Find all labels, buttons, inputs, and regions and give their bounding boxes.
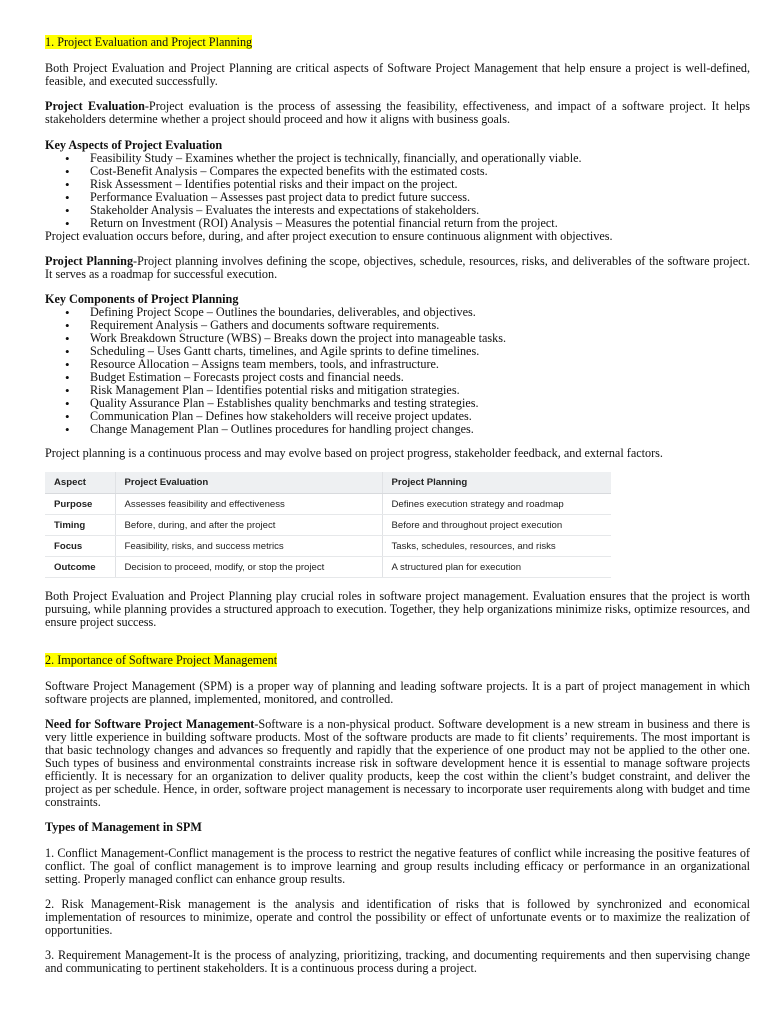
list-item: • Risk Management Plan – Identifies potential risks and mitigation strategies. [45, 384, 750, 397]
list-item: • Return on Investment (ROI) Analysis – Measures the potential financial return from the project. [45, 217, 750, 230]
list-item: • Feasibility Study – Examines whether the project is technically, financially, and operationally viable. [45, 152, 750, 165]
table-cell: Before and throughout project execution [382, 515, 611, 536]
table-header-cell: Project Evaluation [115, 472, 382, 494]
spm-type-3-block [45, 949, 750, 975]
project-evaluation-definition [45, 100, 750, 126]
section-1-heading-block [45, 36, 750, 49]
evaluation-aspects-list [45, 152, 750, 230]
spm-type-2-block [45, 898, 750, 937]
table-header-row [45, 472, 611, 494]
list-item: • Performance Evaluation – Assesses past project data to predict future success. [45, 191, 750, 204]
spm-type-paragraph: 2. Risk Management-Risk management is the analysis and identification of risks that is followed by synchronized and economical implementation of resources to minimize, operate and control the possibility or effect of unfortunate events or to maximize the realization of opportunities. [45, 897, 750, 937]
spm-need-text: -Software is a non-physical product. Software development is a new stream in business and there is very little experience in building software products. Most of the software products are made to fit clients’ requirements. The most important is that basic technology changes and advances so frequently and rapidly that the experience of one product may not be applied to the other one. Such types of business and environmental constraints increase risk in software development hence it is essential to manage software projects efficiently. It is necessary for an organization to deliver quality products, keep the cost within the client’s budget constraint, and deliver the project as per schedule. Hence, in order, software project management is necessary to incorporate user requirements along with budget and time constraints. [45, 717, 750, 809]
table-row [45, 494, 611, 515]
list-item: • Work Breakdown Structure (WBS) – Breaks down the project into manageable tasks. [45, 332, 750, 345]
spm-need-block [45, 718, 750, 809]
project-planning-text: -Project planning involves defining the scope, objectives, schedule, resources, risks, and deliverables of the software project. It serves as a roadmap for successful execution. [45, 254, 750, 281]
list-item: • Requirement Analysis – Gathers and documents software requirements. [45, 319, 750, 332]
section-1-heading: 1. Project Evaluation and Project Planning [45, 35, 253, 49]
spm-type-paragraph: 3. Requirement Management-It is the process of analyzing, prioritizing, tracking, and documenting requirements and then supervising change and communicating to pertinent stakeholders. It is a continuous process during a project. [45, 948, 750, 975]
table-cell: Purpose [45, 494, 115, 515]
spm-need-term: Need for Software Project Management [45, 717, 255, 731]
spm-type-paragraph: 1. Conflict Management-Conflict management is the process to restrict the negative features of conflict while increasing the positive features of conflict. The goal of conflict management is to improve learning and group results including efficacy or performance in an organizational setting. Properly managed conflict can enhance group results. [45, 846, 750, 886]
list-item: • Scheduling – Uses Gantt charts, timelines, and Agile sprints to define timelines. [45, 345, 750, 358]
evaluation-aspects-heading: Key Aspects of Project Evaluation [45, 138, 223, 152]
table-cell: Decision to proceed, modify, or stop the project [115, 557, 382, 578]
list-item: • Cost-Benefit Analysis – Compares the expected benefits with the estimated costs. [45, 165, 750, 178]
table-cell: Outcome [45, 557, 115, 578]
table-cell: Assesses feasibility and effectiveness [115, 494, 382, 515]
spm-types-heading-block [45, 821, 750, 834]
project-evaluation-text: -Project evaluation is the process of assessing the feasibility, effectiveness, and impact of a software project. It helps stakeholders determine whether a project should proceed and how it aligns with business goals. [45, 99, 750, 126]
planning-note: Project planning is a continuous process and may evolve based on project progress, stakeholder feedback, and external factors. [45, 446, 663, 460]
list-item: • Resource Allocation – Assigns team members, tools, and infrastructure. [45, 358, 750, 371]
table-cell: Defines execution strategy and roadmap [382, 494, 611, 515]
table-row [45, 515, 611, 536]
spm-need-paragraph [45, 718, 750, 809]
section-2-intro: Software Project Management (SPM) is a proper way of planning and leading software projects. It is a part of project management in which software projects are planned, implemented, monitored, and controlled. [45, 679, 750, 706]
planning-components-list [45, 306, 750, 436]
section-1-conclusion-block [45, 590, 750, 629]
comparison-table [45, 472, 611, 578]
spm-type-1-block [45, 847, 750, 886]
table-row [45, 557, 611, 578]
table-header-cell: Project Planning [382, 472, 611, 494]
planning-note-block [45, 447, 750, 460]
section-2-intro-block [45, 680, 750, 706]
section-2-heading: 2. Importance of Software Project Management [45, 653, 278, 667]
table-header-cell: Aspect [45, 472, 115, 494]
evaluation-aspects-block [45, 139, 750, 243]
project-planning-definition [45, 255, 750, 281]
project-planning-term: Project Planning [45, 254, 134, 268]
table-row [45, 536, 611, 557]
project-planning-definition-block [45, 255, 750, 281]
planning-components-block [45, 293, 750, 436]
table-cell: Focus [45, 536, 115, 557]
list-item: • Communication Plan – Defines how stakeholders will receive project updates. [45, 410, 750, 423]
table-cell: Tasks, schedules, resources, and risks [382, 536, 611, 557]
list-item: • Change Management Plan – Outlines procedures for handling project changes. [45, 423, 750, 436]
section-1-intro-block [45, 62, 750, 88]
list-item: • Risk Assessment – Identifies potential risks and their impact on the project. [45, 178, 750, 191]
section-1-conclusion: Both Project Evaluation and Project Planning play crucial roles in software project management. Evaluation ensures that the project is worth pursuing, while planning provides a structured approach to execution. Together, they help organizations minimize risks, optimize resources, and ensure project success. [45, 589, 750, 629]
list-item: • Quality Assurance Plan – Establishes quality benchmarks and testing strategies. [45, 397, 750, 410]
table-cell: A structured plan for execution [382, 557, 611, 578]
list-item: • Budget Estimation – Forecasts project costs and financial needs. [45, 371, 750, 384]
list-item: • Stakeholder Analysis – Evaluates the interests and expectations of stakeholders. [45, 204, 750, 217]
evaluation-note: Project evaluation occurs before, during, and after project execution to ensure continuous alignment with objectives. [45, 229, 613, 243]
project-evaluation-term: Project Evaluation [45, 99, 145, 113]
planning-components-heading: Key Components of Project Planning [45, 292, 239, 306]
spm-types-heading: Types of Management in SPM [45, 820, 202, 834]
list-item: • Defining Project Scope – Outlines the boundaries, deliverables, and objectives. [45, 306, 750, 319]
table-cell: Before, during, and after the project [115, 515, 382, 536]
section-1-intro: Both Project Evaluation and Project Planning are critical aspects of Software Project Management that help ensure a project is well-defined, feasible, and executed successfully. [45, 61, 750, 88]
section-2-heading-block [45, 654, 750, 667]
project-evaluation-definition-block [45, 100, 750, 126]
table-cell: Timing [45, 515, 115, 536]
table-cell: Feasibility, risks, and success metrics [115, 536, 382, 557]
